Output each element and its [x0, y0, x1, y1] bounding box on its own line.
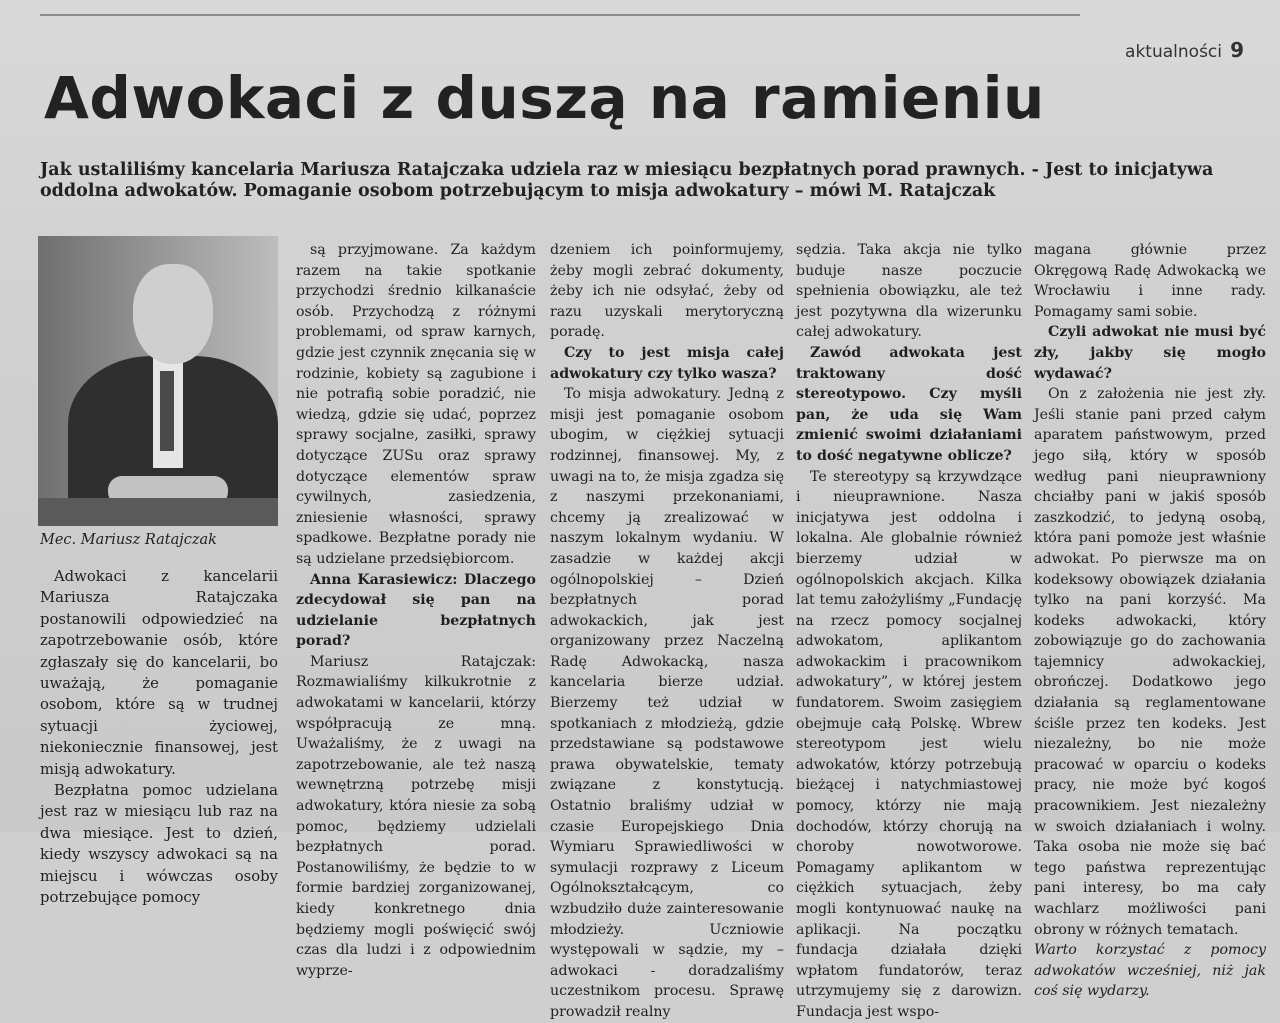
portrait-photo	[38, 236, 278, 526]
page-number: 9	[1230, 38, 1244, 62]
article-column-4	[796, 240, 1022, 1023]
paragraph: magana głównie przez Okręgową Radę Adwokacką we Wrocławiu i inne rady. Pomagamy sami sobie.	[1034, 242, 1266, 320]
article-column-1	[40, 566, 278, 909]
paragraph: Te stereotypy są krzywdzące i nieuprawnione. Nasza inicjatywa jest oddolna i lokalna. Ale globalnie również bierzemy udział w ogólnopolskich akcjach. Kilka lat temu założyliśmy „Fundację na rzecz pomocy socjalnej adwokatom, aplikantom adwokackim i pracownikom adwokatury”, w której jestem fundatorem. Swoim zasięgiem obejmuje całą Polskę. Wbrew stereotypom jest wielu adwokatów, którzy potrzebują bieżącej i natychmiastowej pomocy, którzy nie mają dochodów, którzy chorują na choroby nowotworowe. Pomagamy aplikantom w ciężkich sytuacjach, żeby mogli kontynuować naukę na aplikacji. Na początku fundacja działała dzięki wpłatom fundatorów, teraz utrzymujemy się z darowizn. Fundacja jest wspo-	[796, 468, 1022, 1020]
paragraph: To misja adwokatury. Jedną z misji jest pomaganie osobom ubogim, w ciężkiej sytuacji rodzinnej, finansowej. My, z uwagi na to, że misja zgadza się z naszymi przekonaniami, chcemy ją zrealizować w naszym lokalnym wydaniu. W zasadzie w każdej akcji ogólnopolskiej – Dzień bezpłatnych porad adwokackich, jak jest organizowany przez Naczelną Radę Adwokacką, nasza kancelaria bierze udział. Bierzemy też udział w spotkaniach z młodzieżą, gdzie przedstawiane są podstawowe prawa obywatelskie, tematy związane z konstytucją. Ostatnio braliśmy udział w czasie Europejskiego Dnia Wymiaru Sprawiedliwości w symulacji rozprawy z Liceum Ogólnokształcącym, co wzbudziło duże zainteresowanie młodzieży. Uczniowie występowali w sądzie, my – adwokaci - doradzaliśmy uczestnikom procesu. Sprawę prowadził realny	[550, 386, 784, 1020]
article-column-3	[550, 240, 784, 1023]
paragraph: Adwokaci z kancelarii Mariusza Ratajczaka postanowili odpowiedzieć na zapotrzebowanie osób, które zgłaszały się do kancelarii, bo uważają, że pomaganie osobom, które są w trudnej sytuacji życiowej, niekoniecznie finansowej, jest misją adwokatury.	[40, 568, 278, 778]
lede: Jak ustaliliśmy kancelaria Mariusza Ratajczaka udziela raz w miesiącu bezpłatnych porad prawnych. - Jest to inicjatywa oddolna adwokatów. Pomaganie osobom potrzebującym to misja adwokatury – mówi M. Ratajczak	[40, 160, 1214, 201]
paragraph: dzeniem ich poinformujemy, żeby mogli zebrać dokumenty, żeby ich nie odsyłać, żeby od razu uzyskali merytoryczną poradę.	[550, 242, 784, 341]
interview-question: Czyli adwokat nie musi być zły, jakby się mogło wydawać?	[1034, 324, 1266, 382]
article-column-2	[296, 240, 536, 981]
photo-person-tie	[160, 371, 174, 451]
interview-question: Zawód adwokata jest traktowany dość stereotypowo. Czy myśli pan, że uda się Wam zmienić swoimi działaniami to dość negatywne oblicze?	[796, 344, 1022, 464]
header-rule	[40, 14, 1080, 16]
photo-desk	[38, 498, 278, 526]
paragraph: są przyjmowane. Za każdym razem na takie spotkanie przychodzi średnio kilkanaście osób. Przychodzą z różnymi problemami, od spraw karnych, gdzie jest czynnik znęcania się w rodzinie, kobiety są zagubione i nie potrafią sobie poradzić, nie wiedzą, gdzie się udać, poprzez sprawy socjalne, zasiłki, sprawy dotyczące ZUSu oraz sprawy dotyczące elementów spraw cywilnych, zasiedzenia, zniesienie własności, sprawy spadkowe. Bezpłatne porady nie są udzielane przedsiębiorcom.	[296, 242, 536, 567]
paragraph: Mariusz Ratajczak: Rozmawialiśmy kilkukrotnie z adwokatami w kancelarii, którzy współpracują ze mną. Uważaliśmy, że z uwagi na zapotrzebowanie, ale też naszą wewnętrzną potrzebę misji adwokatury, która niesie za sobą pomoc, będziemy udzielali bezpłatnych porad. Postanowiliśmy, że będzie to w formie bardziej zorganizowanej, kiedy konkretnego dnia będziemy mogli poświęcić swój czas dla ludzi i z odpowiednim wyprze-	[296, 653, 536, 979]
section-label: aktualności	[1125, 42, 1222, 62]
interview-question: Czy to jest misja całej adwokatury czy tylko wasza?	[550, 344, 784, 382]
headline: Adwokaci z duszą na ramieniu	[44, 64, 1045, 132]
paragraph: sędzia. Taka akcja nie tylko buduje nasze poczucie spełnienia obowiązku, ale też jest pozytywna dla wizerunku całej adwokatury.	[796, 242, 1022, 341]
closing-remark: Warto korzystać z pomocy adwokatów wcześniej, niż jak coś się wydarzy.	[1034, 942, 1266, 1000]
photo-caption: Mec. Mariusz Ratajczak	[40, 532, 217, 548]
article-column-5	[1034, 240, 1266, 1002]
paragraph: Bezpłatna pomoc udzielana jest raz w miesiącu lub raz na dwa miesiące. Jest to dzień, kiedy wszyscy adwokaci są na miejscu i wówczas osoby potrzebujące pomocy	[40, 782, 278, 907]
interview-question: Anna Karasiewicz: Dlaczego zdecydował się pan na udzielanie bezpłatnych porad?	[296, 571, 536, 650]
paragraph: On z założenia nie jest zły. Jeśli stanie pani przed całym aparatem państwowym, przed jego siłą, który w sposób według pani nieuprawniony chciałby pani w jakiś sposób zaszkodzić, to jedyną osobą, która pani pomoże jest właśnie adwokat. Po pierwsze ma on kodeksowy obowiązek działania tylko na pani korzyść. Ma kodeks adwokacki, który zobowiązuje go do zachowania tajemnicy adwokackiej, obrończej. Dodatkowo jego działania są reglamentowane ściśle przez ten kodeks. Jest niezależny, bo nie może pracować w oparciu o kodeks pracy, nie może być kogoś pracownikiem. Jest niezależny w swoich działaniach i wolny. Taka osoba nie może się bać tego państwa reprezentując pani interesy, bo ma cały wachlarz możliwości pani obrony w różnych tematach.	[1034, 386, 1266, 938]
photo-person-head	[133, 264, 213, 364]
